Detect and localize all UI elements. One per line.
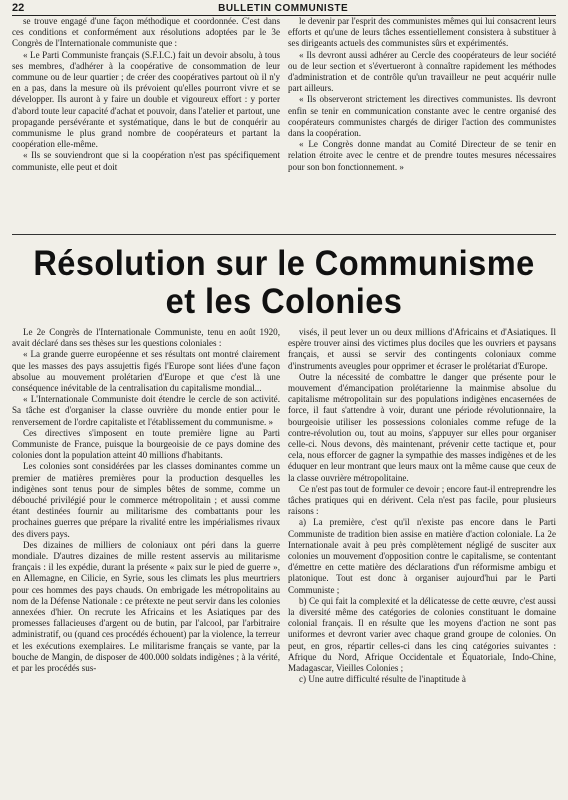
paragraph: « Ils devront aussi adhérer au Cercle des coopérateurs de leur société ou de leur section et s'évertueront à connaître rapidement les méthodes d'administration et de contrôle qu'un travailleur ne peut acquérir nulle part ailleurs. <box>288 49 556 94</box>
paragraph: « L'Internationale Communiste doit étendre le cercle de son activité. Sa tâche est d'organiser la classe ouvrière du monde entier pour le renversement de l'ordre capitaliste et l'établissement du communisme. » <box>12 394 280 427</box>
paragraph: « La grande guerre européenne et ses résultats ont montré clairement que les masses des pays assujettis figés l'Europe sont liées d'une façon absolue au mouvement prolétarien d'Europe et que c'est là une conséquence inévitable de la centralisation du capitalisme mondial... <box>12 349 280 394</box>
top-columns <box>12 16 556 233</box>
page-number: 22 <box>12 2 25 14</box>
paragraph: « Ils se souviendront que si la coopération n'est pas spécifiquement communiste, elle peut et doit <box>12 150 280 172</box>
paragraph: Le 2e Congrès de l'Internationale Communiste, tenu en août 1920, avait déclaré dans ses thèses sur les questions coloniales : <box>12 327 280 349</box>
paragraph: Ces directives s'imposent en toute première ligne au Parti Communiste de France, puisque la bourgeoisie de ce pays domine des colonies dont la population atteint 40 millions d'habitants. <box>12 427 280 461</box>
paragraph: b) Ce qui fait la complexité et la délicatesse de cette œuvre, c'est aussi la diversité même des catégories de colonies constituant le domaine colonial français. Il en résulte que les moyens d'action ne sont pas uniformes et devront varier avec chaque grand groupe de colonies. On peut, en gros, répartir celles-ci dans les cinq catégories suivantes : Afrique du Nord, Afrique Occidentale et Équatoriale, Indo-Chine, Madagascar, Vieilles Colonies ; <box>288 595 556 674</box>
paragraph: Des dizaines de milliers de coloniaux ont péri dans la guerre mondiale. D'autres dizaines de mille restent asservis au militarisme français : il les expédie, durant la présente « paix sur le pied de guerre », en Allemagne, en Cilicie, en Syrie, sous les climats les plus meurtriers pour ces hommes des pays chauds. On embrigade les métropolitains au nom de la Défense Nationale : ce prétexte ne peut servir dans les colonies annexées d'hier. On recrute les Africains et les Asiatiques par des promesses fallacieuses d'argent ou de butin, par l'alcool, par l'arbitraire administratif, ou (quand ces procédés échouent) par la violence, la terreur et les exécutions exemplaires. Le militarisme français se vante, par la bouche de Mangin, de disposer de 400.000 soldats indigènes ; à la vérité, et par les procédés sus- <box>12 539 280 674</box>
running-header <box>12 0 556 15</box>
article-left-column <box>12 327 280 785</box>
paragraph: Outre la nécessité de combattre le danger que présente pour le mouvement d'émancipation prolétarienne la mainmise absolue du capitalisme métropolitain sur des populations indigènes encasernées de force, il faut s'attendre à voir, durant une période révolutionnaire, la bourgeoisie utiliser les possessions coloniales comme refuge de la contre-révolution ou, tout au moins, s'appuyer sur elles pour organiser celle-ci. Nous devons, dès maintenant, prévenir cette tactique et, pour cela, nous efforcer de gagner la sympathie des masses indigènes et de les éduquer en leur montrant que leurs maux ont la même cause que ceux de la classe ouvrière métropolitaine. <box>288 371 556 483</box>
paragraph: se trouve engagé d'une façon méthodique et coordonnée. C'est dans ces conditions et conformément aux résolutions adoptées par le 3e Congrès de l'Internationale communiste que : <box>12 16 280 49</box>
paragraph: le devenir par l'esprit des communistes mêmes qui lui consacrent leurs efforts et qu'une de leurs tâches essentiellement consistera à substituer à ses dirigeants actuels des communistes sûrs et expérimentés. <box>288 16 556 49</box>
paragraph: « Le Parti Communiste français (S.F.I.C.) fait un devoir absolu, à tous ses membres, d'adhérer à la coopérative de consommation de leur commune ou de leur quartier ; de créer des coopératives partout où il n'y en a pas, dans la mesure où ils prévoient qu'elles pourront vivre et se développer. Ils auront à y faire un double et vigoureux effort : y porter d'abord toute leur capacité d'achat et pouvoir, dans l'atelier et partout, une propagande persévérante et systématique, dans le but de conquérir au communisme le plus grand nombre de coopérateurs et partant la coopération elle-même. <box>12 49 280 150</box>
headline-line-2: et les Colonies <box>165 282 403 321</box>
headline-line-1: Résolution sur le Communisme <box>33 244 535 283</box>
paragraph: visés, il peut lever un ou deux millions d'Africains et d'Asiatiques. Il espère trouver ainsi des victimes plus dociles que les ouvriers et paysans français, et aussi se servir des contingents coloniaux comme d'instruments aveugles pour opprimer et écraser le prolétariat d'Europe. <box>288 327 556 371</box>
section-divider <box>12 234 556 235</box>
top-left-column <box>12 16 280 231</box>
paragraph: « Ils observeront strictement les directives communistes. Ils devront enfin se tenir en communication constante avec le centre organisé des coopérateurs communistes chargés de diriger l'action des communistes dans la coopération. <box>288 94 556 139</box>
publication-title: BULLETIN COMMUNISTE <box>218 3 349 14</box>
article-headline <box>31 245 537 321</box>
top-right-column <box>288 16 556 231</box>
paragraph: a) La première, c'est qu'il n'existe pas encore dans le Parti Communiste de tradition bien assise en matière d'action coloniale. La 2e Internationale avait à peu près complètement négligé de susciter aux colonies un mouvement d'opposition contre le capitalisme, se contentant d'émettre en cette matière des déclarations d'un réformisme ambigu et platonique. Tout est donc à organiser aujourd'hui par le Parti Communiste ; <box>288 517 556 595</box>
paragraph: Les colonies sont considérées par les classes dominantes comme un premier de matières premières pour la production desquelles les indigènes sont tenus pour de simples bêtes de somme, comme un débouché privilégié pour le commerce métropolitain ; et aussi comme étant destinées fournir au militarisme des combattants pour les prochaines guerres que prépare la rivalité entre les impérialismes rivaux des divers pays. <box>12 461 280 539</box>
paragraph: « Le Congrès donne mandat au Comité Directeur de se tenir en relation étroite avec le centre et de prendre toutes mesures nécessaires pour son bon fonctionnement. » <box>288 139 556 172</box>
paragraph: Ce n'est pas tout de formuler ce devoir ; encore faut-il entreprendre les tâches pratiques qui en dérivent. Cela n'est pas facile, pour plusieurs raisons : <box>288 483 556 517</box>
article-columns <box>12 327 556 785</box>
article-right-column <box>288 327 556 785</box>
paragraph: c) Une autre difficulté résulte de l'inaptitude à <box>299 674 466 685</box>
